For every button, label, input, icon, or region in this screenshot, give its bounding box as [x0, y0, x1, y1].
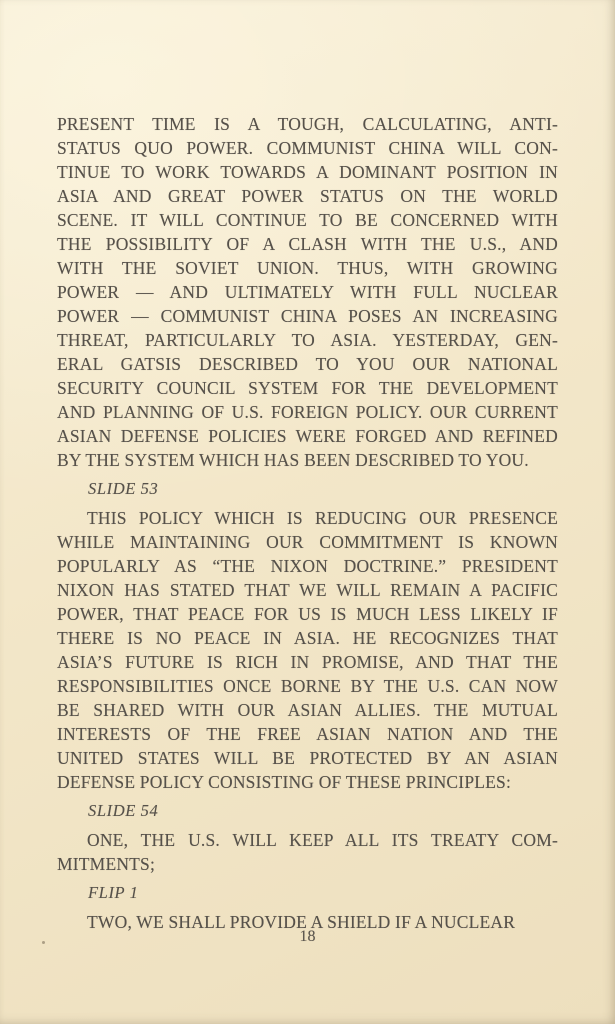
text-line: ERAL GATSIS DESCRIBED TO YOU OUR NATIONAL	[57, 354, 558, 374]
text-line: ASIA’S FUTURE IS RICH IN PROMISE, AND THAT THE	[57, 652, 558, 672]
text-line: WHILE MAINTAINING OUR COMMITMENT IS KNOWN	[57, 532, 558, 552]
text-line: DEFENSE POLICY CONSISTING OF THESE PRINCIPLES:	[57, 772, 512, 792]
text-line: MITMENTS;	[57, 854, 156, 874]
text-line: THREAT, PARTICULARLY TO ASIA. YESTERDAY, GEN-	[57, 330, 558, 350]
text-line: UNITED STATES WILL BE PROTECTED BY AN ASIAN	[57, 748, 558, 768]
text-line: PRESENT TIME IS A TOUGH, CALCULATING, ANTI-	[57, 114, 558, 134]
text-line: ASIA AND GREAT POWER STATUS ON THE WORLD	[57, 186, 558, 206]
text-line: THERE IS NO PEACE IN ASIA. HE RECOGNIZES THAT	[57, 628, 558, 648]
text-line: SECURITY COUNCIL SYSTEM FOR THE DEVELOPMENT	[57, 378, 558, 398]
text-line: SCENE. IT WILL CONTINUE TO BE CONCERNED WITH	[57, 210, 558, 230]
text-line: THE POSSIBILITY OF A CLASH WITH THE U.S., AND	[57, 234, 558, 254]
text-line: POWER, THAT PEACE FOR US IS MUCH LESS LIKELY IF	[57, 604, 558, 624]
text-line: BE SHARED WITH OUR ASIAN ALLIES. THE MUTUAL	[57, 700, 558, 720]
slide-cue-label: SLIDE 54	[88, 801, 159, 820]
text-line: INTERESTS OF THE FREE ASIAN NATION AND THE	[57, 724, 558, 744]
page-number: 18	[299, 928, 316, 945]
text-line: ONE, THE U.S. WILL KEEP ALL ITS TREATY COM-	[87, 830, 558, 850]
text-line: ASIAN DEFENSE POLICIES WERE FORGED AND REFINED	[57, 426, 558, 446]
scan-speck	[42, 941, 45, 944]
text-line: TINUE TO WORK TOWARDS A DOMINANT POSITION IN	[57, 162, 558, 182]
flip-cue-label: FLIP 1	[88, 883, 139, 902]
text-line: THIS POLICY WHICH IS REDUCING OUR PRESENCE	[87, 508, 558, 528]
body-text	[57, 112, 558, 934]
text-line: POPULARLY AS “THE NIXON DOCTRINE.” PRESIDENT	[57, 556, 558, 576]
text-line: POWER — COMMUNIST CHINA POSES AN INCREASING	[57, 306, 558, 326]
text-line: AND PLANNING OF U.S. FOREIGN POLICY. OUR CURRENT	[57, 402, 558, 422]
text-line: POWER — AND ULTIMATELY WITH FULL NUCLEAR	[57, 282, 558, 302]
text-line: WITH THE SOVIET UNION. THUS, WITH GROWING	[57, 258, 558, 278]
text-line: NIXON HAS STATED THAT WE WILL REMAIN A PACIFIC	[57, 580, 558, 600]
text-line: TWO, WE SHALL PROVIDE A SHIELD IF A NUCLEAR	[87, 912, 516, 932]
text-line: BY THE SYSTEM WHICH HAS BEEN DESCRIBED TO YOU.	[57, 450, 529, 470]
text-line: STATUS QUO POWER. COMMUNIST CHINA WILL CON-	[57, 138, 558, 158]
slide-cue-label: SLIDE 53	[88, 479, 159, 498]
text-line: RESPONSIBILITIES ONCE BORNE BY THE U.S. CAN NOW	[57, 676, 558, 696]
